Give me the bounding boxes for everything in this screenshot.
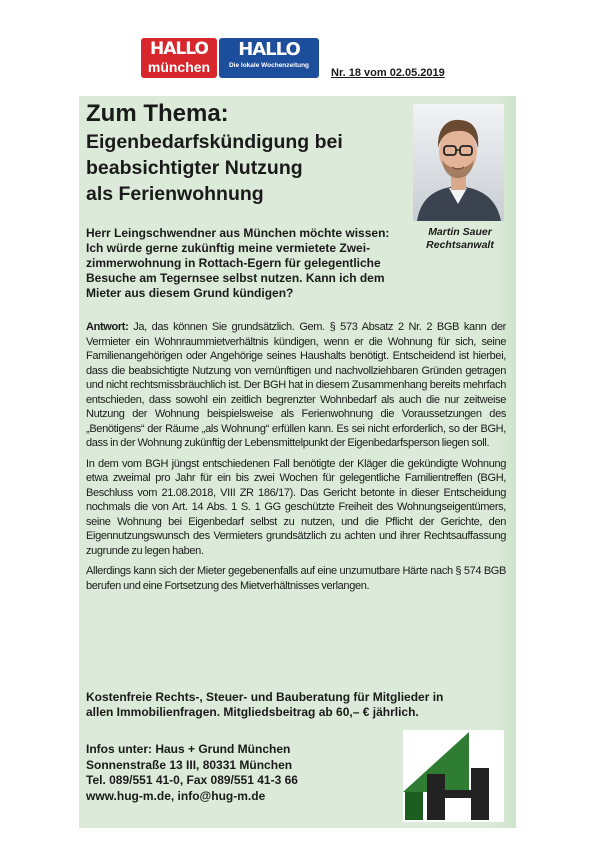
contact-line: Infos unter: Haus + Grund München [86,742,291,756]
author-caption [410,226,510,252]
promo-line: allen Immobilienfragen. Mitgliedsbeitrag ab 60,– € jährlich. [86,705,419,719]
article-heading [86,100,406,206]
answer-text: Ja, das können Sie grundsätzlich. Gem. § 573 Absatz 2 Nr. 2 BGB kann der Vermieter ein Wohnraummietverhältnis kündigen, wenn er die Wohnung für sich, seine Familienangehörigen oder Angehörige seines Haushalts benötigt. Entscheidend ist hierbei, dass die beabsichtigte Nutzung von vernünftigen und nachvollziehbaren Gründen getragen und nicht rechtsmissbräuchlich ist. Der BGH hat in diesem Zusammenhang bereits mehrfach entschieden, dass sowohl ein zeitlich begrenzter Wohnbedarf als auch die nur zeitweise Nutzung der Wohnung beispielsweise als Ferienwohnung die Voraussetzungen des „Benötigens“ der Räume „als Wohnung“ erfüllen kann. Es sei nicht erforderlich, so der BGH, dass in der Wohnung zukünftig der Lebensmittelpunkt der Eigenbedarfsperson liegen soll. [86,321,506,449]
article-subtitle-line: als Ferienwohnung [86,183,264,205]
logo-right-tagline: Die lokale Wochenzeitung [228,62,310,69]
contact-line: Sonnenstraße 13 III, 80331 München [86,757,293,772]
question-line: Herr Leingschwendner aus München möchte wissen: [86,226,390,240]
answer-paragraph: In dem vom BGH jüngst entschiedenen Fall benötigte der Kläger die gekündigte Wohnung etwa zweimal pro Jahr für ein bis zwei Wochen für gelegentliche Familientreffen (BGH, Beschluss vom 21.08.2018, VIII ZR 186/17). Das Gericht betonte in dieser Entscheidung nochmals die von Art. 14 Abs. 1 S. 1 GG geschützte Freiheit des Wohnungseigentümers, seine Wohnung bei Eigenbedarf selbst zu nutzen, und die Pflicht der Gerichte, den Eigennutzungswunsch des Vermieters grundsätzlich zu achten und ihrer Rechtsauffassung zugrunde zu legen haben. [86,457,506,557]
answer-body [86,320,506,599]
contact-link[interactable]: www.hug-m.de, info@hug-m.de [86,788,266,803]
reader-question [86,226,408,301]
author-photo-icon [413,104,504,221]
author-photo [413,104,504,221]
logo-left-word: HALLO [150,39,208,59]
hallo-muenchen-logo [141,38,217,78]
issue-line: Nr. 18 vom 02.05.2019 [331,67,445,79]
answer-paragraph [86,320,506,451]
author-role: Rechtsanwalt [426,239,494,251]
article-title: Zum Thema: [86,100,229,127]
logo-right-word: HALLO [238,39,300,60]
contact-line: Tel. 089/551 41-0, Fax 089/551 41-3 66 [86,773,298,787]
contact-info [86,742,386,804]
house-logo-icon [403,730,504,822]
article-subtitle-line: Eigenbedarfskündigung bei [86,131,343,153]
question-line: Besuche am Tegernsee selbst nutzen. Kann ich dem [86,271,385,285]
promo-line: Kostenfreie Rechts-, Steuer- und Bauberatung für Mitglieder in [86,690,444,704]
author-name: Martin Sauer [428,226,492,238]
hallo-wochenzeitung-logo [219,38,319,78]
membership-promo [86,690,506,720]
article-subtitle-line: beabsichtigter Nutzung [86,157,303,179]
answer-label: Antwort: [86,321,129,333]
haus-und-grund-logo [403,730,504,822]
answer-paragraph: Allerdings kann sich der Mieter gegebenenfalls auf eine unzumutbare Härte nach § 574 BGB berufen und eine Fortsetzung des Mietverhältnisses verlangen. [86,565,506,592]
question-line: Mieter aus diesem Grund kündigen? [86,286,294,300]
logo-left-city: münchen [147,59,211,75]
question-line: zimmerwohnung in Rottach-Egern für gelegentliche [86,256,381,270]
question-line: Ich würde gerne zukünftig meine vermietete Zwei- [86,241,371,255]
